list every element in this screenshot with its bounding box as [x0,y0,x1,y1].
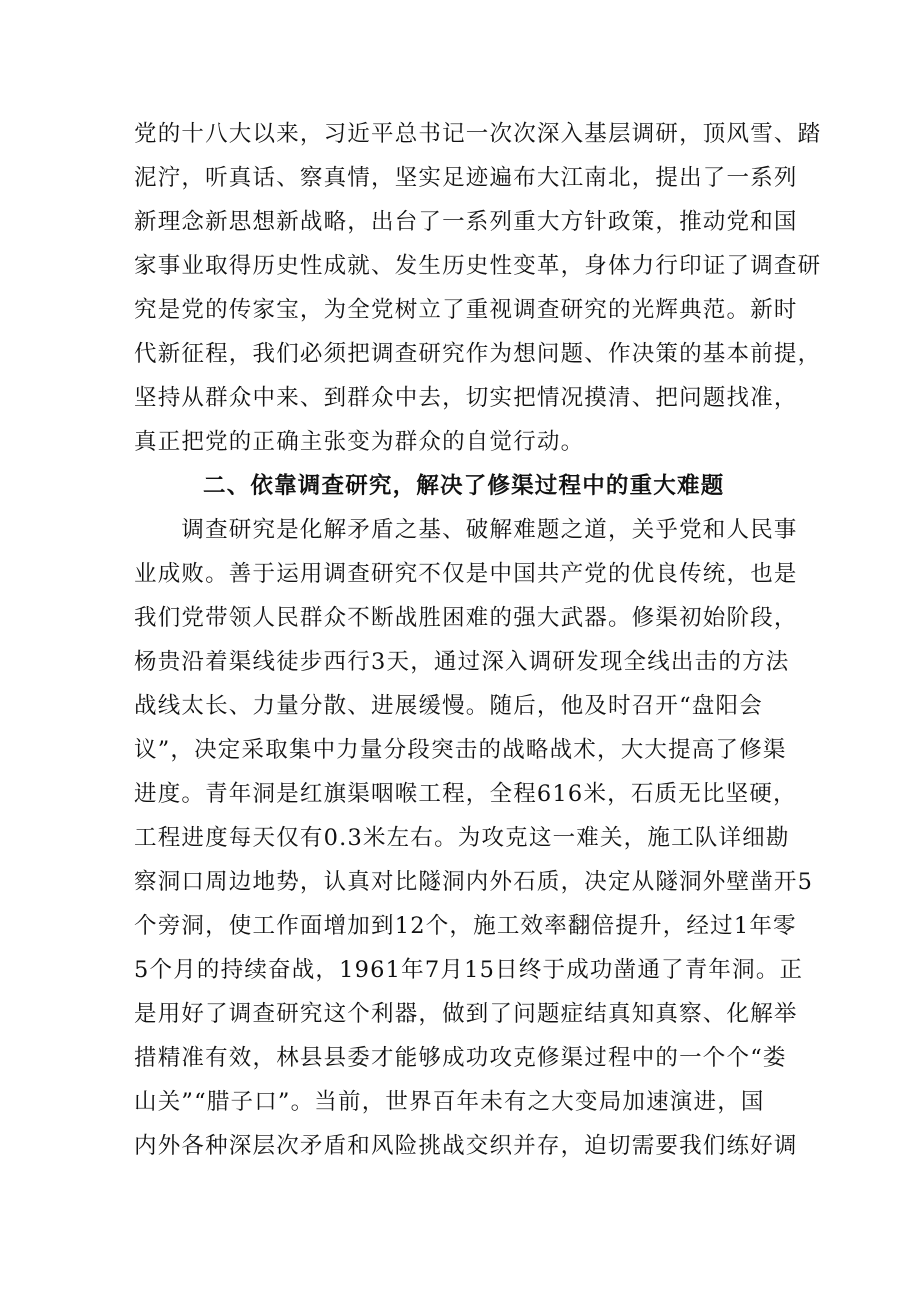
paragraph-1-line-8: 真正把党的正确主张变为群众的自觉行动。 [134,429,585,455]
paragraph-2-line-2: 业成败。善于运用调查研究不仅是中国共产党的优良传统，也是 [134,561,798,587]
paragraph-2-line-6: 议”，决定采取集中力量分段突击的战略战术，大大提高了修渠 [134,737,787,763]
paragraph-1-line-1: 党的十八大以来，习近平总书记一次次深入基层调研，顶风雪、踏 [134,121,822,147]
paragraph-2-line-1: 调查研究是化解矛盾之基、破解难题之道，关乎党和人民事 [134,517,798,543]
paragraph-2-line-7: 进度。青年洞是红旗渠咽喉工程，全程616米，石质无比坚硬， [134,781,797,807]
paragraph-1-line-2: 泥泞，听真话、察真情，坚实足迹遍布大江南北，提出了一系列 [134,165,798,191]
paragraph-1-line-4: 家事业取得历史性成就、发生历史性变革，身体力行印证了调查研 [134,253,822,279]
paragraph-2-line-11: 5个月的持续奋战，1961年7月15日终于成功凿通了青年洞。正 [134,957,804,983]
paragraph-2-line-5: 战线太长、力量分散、进展缓慢。随后，他及时召开“盘阳会 [134,693,763,719]
paragraph-1-line-5: 究是党的传家宝，为全党树立了重视调查研究的光辉典范。新时 [134,297,798,323]
paragraph-2-line-12: 是用好了调查研究这个利器，做到了问题症结真知真察、化解举 [134,1001,798,1027]
paragraph-2-line-15: 内外各种深层次矛盾和风险挑战交织并存，迫切需要我们练好调 [134,1133,798,1159]
paragraph-2-line-3: 我们党带领人民群众不断战胜困难的强大武器。修渠初始阶段， [134,605,798,631]
paragraph-1-line-6: 代新征程，我们必须把调查研究作为想问题、作决策的基本前提， [134,341,822,367]
paragraph-2-line-9: 察洞口周边地势，认真对比隧洞内外石质，决定从隧洞外壁凿开5 [134,869,814,895]
paragraph-2-line-10: 个旁洞，使工作面增加到12个，施工效率翻倍提升，经过1年零 [134,913,797,939]
paragraph-2-line-4: 杨贵沿着渠线徒步西行3天，通过深入调研发现全线出击的方法 [134,649,790,675]
section-heading: 二、依靠调查研究，解决了修渠过程中的重大难题 [203,473,725,499]
paragraph-1-line-7: 坚持从群众中来、到群众中去，切实把情况摸清、把问题找准， [134,385,798,411]
paragraph-2-line-13: 措精准有效，林县县委才能够成功攻克修渠过程中的一个个“娄 [134,1045,787,1071]
paragraph-2-line-8: 工程进度每天仅有0.3米左右。为攻克这一难关，施工队详细勘 [134,825,790,851]
paragraph-1-line-3: 新理念新思想新战略，出台了一系列重大方针政策，推动党和国 [134,209,798,235]
paragraph-2-line-14: 山关”“腊子口”。当前，世界百年未有之大变局加速演进，国 [134,1089,765,1115]
